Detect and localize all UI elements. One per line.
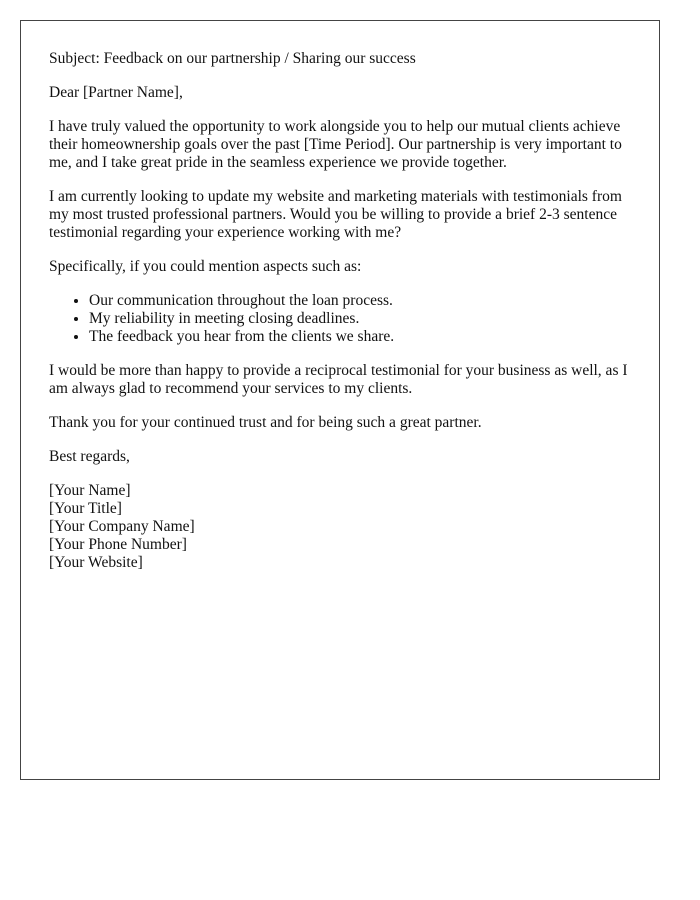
aspects-list: [49, 292, 631, 346]
letter-closing: Best regards,: [49, 448, 130, 465]
list-item: • My reliability in meeting closing deadlines.: [89, 310, 631, 328]
letter-paragraph: Thank you for your continued trust and for being such a great partner.: [49, 414, 482, 431]
signature-website: [Your Website]: [49, 554, 143, 571]
list-item: • The feedback you hear from the clients we share.: [89, 328, 631, 346]
signature-title: [Your Title]: [49, 500, 122, 517]
list-intro: Specifically, if you could mention aspects such as:: [49, 258, 362, 275]
signature-phone: [Your Phone Number]: [49, 536, 187, 553]
signature-name: [Your Name]: [49, 482, 131, 499]
letter-document: [20, 20, 660, 780]
letter-subject: Subject: Feedback on our partnership / Sharing our success: [49, 50, 416, 67]
list-item: • Our communication throughout the loan process.: [89, 292, 631, 310]
letter-salutation: Dear [Partner Name],: [49, 84, 183, 101]
letter-paragraph: I would be more than happy to provide a reciprocal testimonial for your business as well, as I am always glad to recommend your services to my clients.: [49, 362, 628, 397]
letter-paragraph: I have truly valued the opportunity to work alongside you to help our mutual clients achieve their homeownership goals over the past [Time Period]. Our partnership is very important to me, and I take great pride in the seamless experience we provide together.: [49, 118, 622, 171]
signature-company: [Your Company Name]: [49, 518, 195, 535]
signature-block: [49, 482, 631, 572]
letter-paragraph: I am currently looking to update my website and marketing materials with testimonials from my most trusted professional partners. Would you be willing to provide a brief 2-3 sentence testimonial regarding your experience working with me?: [49, 188, 622, 241]
